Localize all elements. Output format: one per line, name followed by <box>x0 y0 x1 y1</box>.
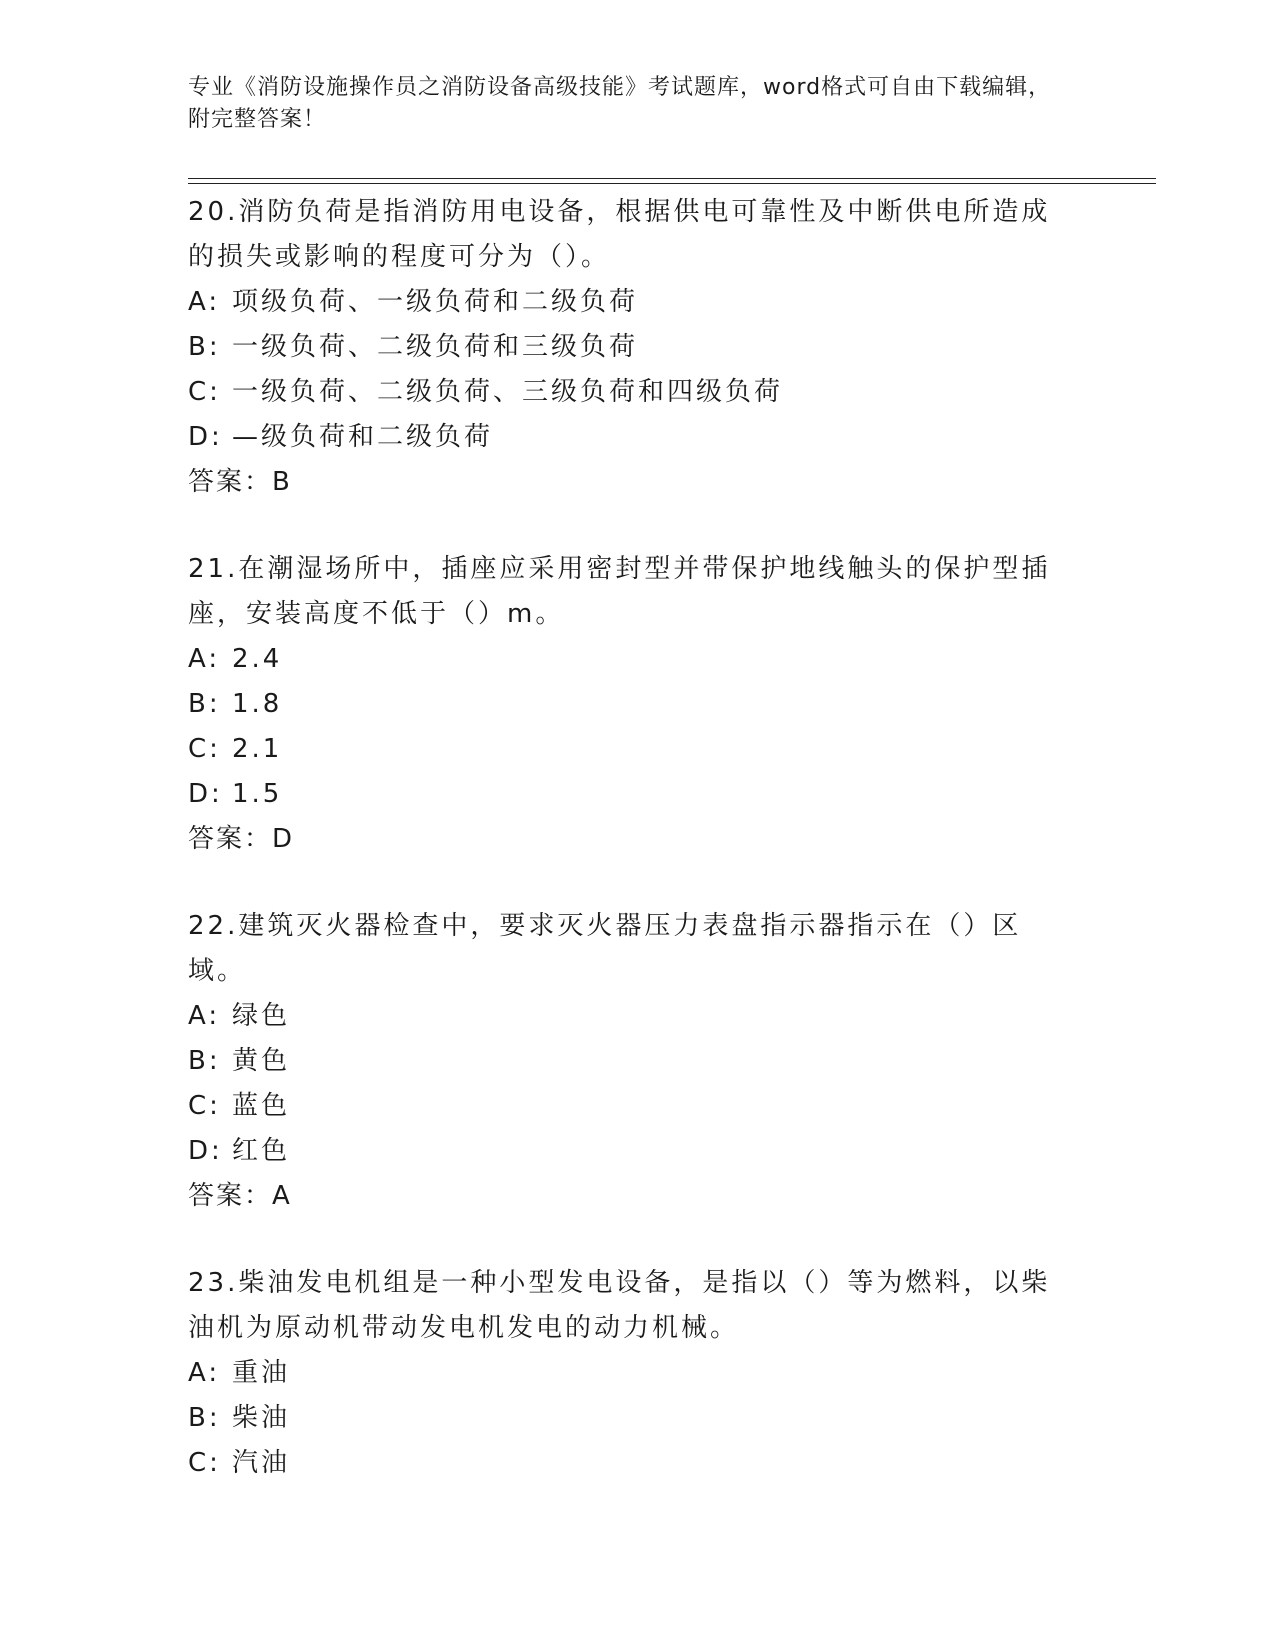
option-text: 项级负荷、一级负荷和二级负荷 <box>232 287 639 317</box>
option-key: B: <box>188 1046 221 1076</box>
option-key: D: <box>188 1136 223 1166</box>
option-b <box>188 682 1078 727</box>
option-a <box>188 637 1078 682</box>
question-list <box>188 190 1078 1486</box>
option-key: C: <box>188 1448 221 1478</box>
option-text: 1.5 <box>232 779 283 809</box>
option-d <box>188 415 1078 460</box>
option-b <box>188 1396 1078 1441</box>
question-23 <box>188 1261 1078 1486</box>
option-c <box>188 1441 1078 1486</box>
question-stem: 20.消防负荷是指消防用电设备，根据供电可靠性及中断供电所造成的损失或影响的程度可分为（）。 <box>188 197 1051 272</box>
option-text: 重油 <box>232 1358 291 1388</box>
option-text: 1.8 <box>232 689 283 719</box>
option-b <box>188 1039 1078 1084</box>
option-text: 蓝色 <box>232 1091 291 1121</box>
option-key: B: <box>188 1403 221 1433</box>
option-text: 柴油 <box>232 1403 291 1433</box>
option-a <box>188 280 1078 325</box>
question-stem: 21.在潮湿场所中，插座应采用密封型并带保护地线触头的保护型插座，安装高度不低于（）m。 <box>188 554 1051 629</box>
option-text: 一级负荷、二级负荷和三级负荷 <box>232 332 639 362</box>
header-rule-top <box>188 178 1156 179</box>
option-text: 红色 <box>232 1136 291 1166</box>
option-key: A: <box>188 287 221 317</box>
option-key: B: <box>188 689 221 719</box>
option-key: C: <box>188 734 221 764</box>
answer-line: 答案：B <box>188 467 292 497</box>
option-key: C: <box>188 377 221 407</box>
question-20 <box>188 190 1078 505</box>
option-text: 汽油 <box>232 1448 291 1478</box>
option-text: 2.4 <box>232 644 283 674</box>
option-c <box>188 370 1078 415</box>
option-text: 2.1 <box>232 734 283 764</box>
option-c <box>188 1084 1078 1129</box>
option-key: A: <box>188 1358 221 1388</box>
answer-line: 答案：D <box>188 824 295 854</box>
option-key: A: <box>188 644 221 674</box>
header-rule-bottom <box>188 183 1156 184</box>
question-22 <box>188 904 1078 1219</box>
option-key: C: <box>188 1091 221 1121</box>
answer-line: 答案：A <box>188 1181 292 1211</box>
option-c <box>188 727 1078 772</box>
question-stem: 23.柴油发电机组是一种小型发电设备，是指以（）等为燃料，以柴油机为原动机带动发电机发电的动力机械。 <box>188 1268 1051 1343</box>
question-21 <box>188 547 1078 862</box>
option-a <box>188 1351 1078 1396</box>
option-d <box>188 1129 1078 1174</box>
option-text: 黄色 <box>232 1046 291 1076</box>
option-text: 一级负荷、二级负荷、三级负荷和四级负荷 <box>232 377 784 407</box>
option-text: —级负荷和二级负荷 <box>232 422 494 452</box>
option-b <box>188 325 1078 370</box>
option-key: B: <box>188 332 221 362</box>
option-key: D: <box>188 422 223 452</box>
option-text: 绿色 <box>232 1001 291 1031</box>
option-key: A: <box>188 1001 221 1031</box>
document-header: 专业《消防设施操作员之消防设备高级技能》考试题库，word格式可自由下载编辑，附完整答案！ <box>188 75 1052 132</box>
question-stem: 22.建筑灭火器检查中，要求灭火器压力表盘指示器指示在（）区域。 <box>188 911 1022 986</box>
option-d <box>188 772 1078 817</box>
option-key: D: <box>188 779 223 809</box>
option-a <box>188 994 1078 1039</box>
